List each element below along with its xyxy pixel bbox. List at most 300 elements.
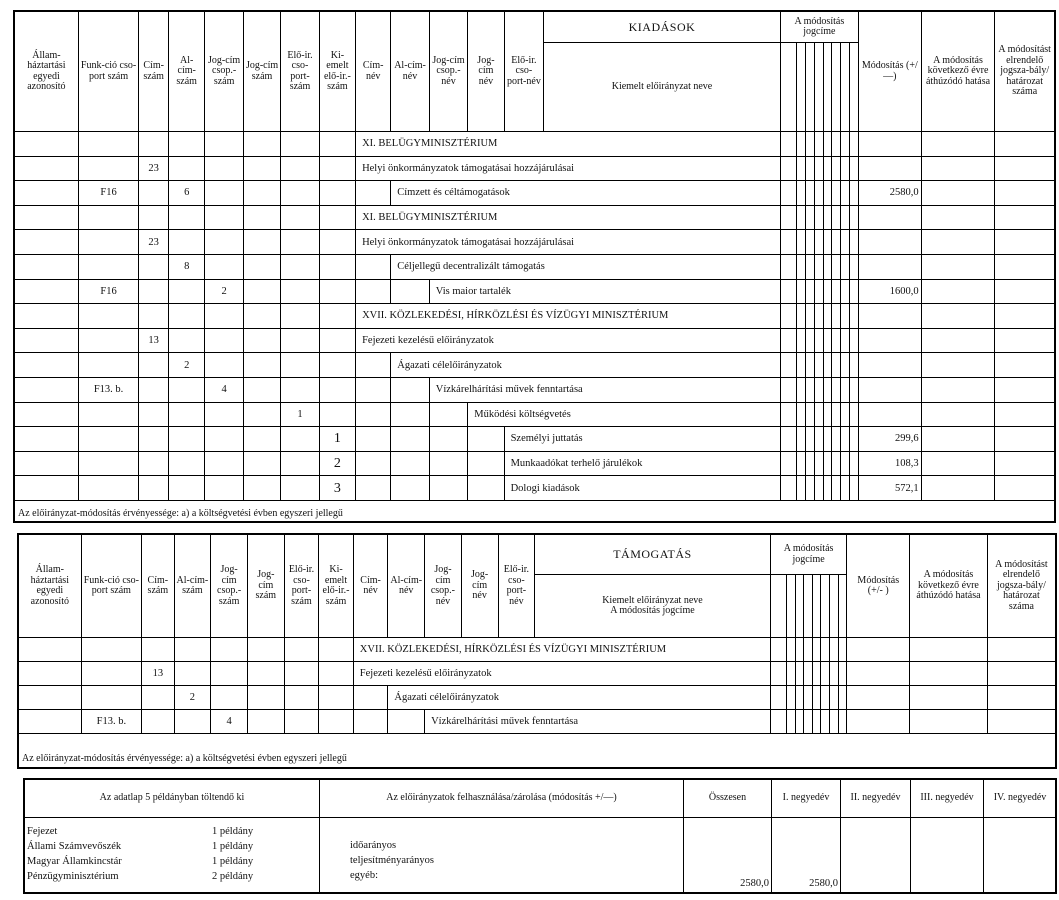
table-row [15, 427, 1055, 452]
jogcim-cell [841, 254, 850, 279]
cell-funkcio [78, 304, 139, 329]
jogcim-cell [850, 279, 859, 304]
cell-jcim [243, 132, 280, 157]
copies-header: Az adatlap 5 példányban töltendő ki [25, 780, 320, 818]
jogcim-cell [814, 205, 823, 230]
cell-alcim [169, 451, 205, 476]
cell-empty [388, 710, 425, 734]
tamogatas-title: TÁMOGATÁS [535, 535, 770, 575]
elrendelo-cell [995, 328, 1055, 353]
modositas-value [858, 304, 921, 329]
cell-jcsop [205, 451, 244, 476]
cell-jcim [243, 254, 280, 279]
jogcim-cell [814, 353, 823, 378]
cell-eloir [284, 710, 319, 734]
kovetkezo-cell [921, 181, 995, 206]
cell-jcim [247, 662, 284, 686]
cell-funkcio [78, 353, 139, 378]
jogcim-cell [850, 476, 859, 501]
jogcim-cell [850, 402, 859, 427]
jogcim-cell [814, 156, 823, 181]
hdr-allam: Állam-háztartási egyedi azonosító [15, 12, 79, 132]
jogcim-cell [797, 230, 806, 255]
jogcim-cell [841, 402, 850, 427]
jogcim-cell [814, 279, 823, 304]
modositas-value [858, 156, 921, 181]
jogcim-cell [797, 279, 806, 304]
cell-funkcio [78, 402, 139, 427]
hdr-jcimnev: Jog-cím név [468, 12, 504, 132]
jogcim-cell [795, 686, 804, 710]
cell-allam [15, 476, 79, 501]
cell-allam [15, 205, 79, 230]
row-label: Vízkárelhárítási művek fenntartása [425, 710, 771, 734]
cell-empty [356, 451, 391, 476]
cell-jcim [243, 304, 280, 329]
jogcim-cell [821, 662, 830, 686]
jogcim-cell [823, 279, 832, 304]
jogcim-cell [795, 662, 804, 686]
table-row [15, 402, 1055, 427]
cell-eloir [281, 132, 320, 157]
table-row [15, 328, 1055, 353]
cell-alcim [169, 476, 205, 501]
cell-cim [139, 279, 169, 304]
jogcim-cell [797, 353, 806, 378]
cell-alcim: 2 [169, 353, 205, 378]
cell-eloir: 1 [281, 402, 320, 427]
jogcim-cell [770, 686, 786, 710]
cell-jcsop [205, 132, 244, 157]
kovetkezo-cell [921, 279, 995, 304]
modositas-value: 108,3 [858, 451, 921, 476]
jogcim-cell [850, 254, 859, 279]
jogcim-cell [814, 181, 823, 206]
jogcim-cell [797, 377, 806, 402]
cell-jcsop [205, 427, 244, 452]
cell-kiem [319, 230, 355, 255]
col-q2: II. negyedév [841, 780, 911, 818]
table-row [19, 710, 1056, 734]
jogcim-cell [814, 328, 823, 353]
table-row [19, 662, 1056, 686]
cell-jcim [243, 328, 280, 353]
row-label: Céljellegű decentralizált támogatás [391, 254, 781, 279]
cell-cim [139, 254, 169, 279]
elrendelo-cell [987, 662, 1055, 686]
jogcim-cell [838, 710, 847, 734]
modositas-value [858, 230, 921, 255]
hdr2-kiem: Ki-emelt elő-ir.-szám [319, 535, 354, 638]
jogcim-cell [838, 638, 847, 662]
hdr2-elrendelo: A módosítást elrendelő jogsza-bály/ határozat száma [987, 535, 1055, 638]
total-value: 2580,0 [684, 818, 772, 893]
jogcim-cell [832, 451, 841, 476]
row-label: XI. BELÜGYMINISZTÉRIUM [356, 205, 781, 230]
jogcim-cell [780, 476, 797, 501]
jogcim-cell [806, 476, 815, 501]
jogcim-cell [786, 638, 795, 662]
cell-alcim: 2 [174, 686, 211, 710]
hdr2-kovetkezo: A módosítás következő évre áthúzódó hatása [910, 535, 988, 638]
jogcim-cell [823, 451, 832, 476]
modositas-value [847, 710, 910, 734]
cell-allam [19, 686, 82, 710]
cell-alcim [169, 205, 205, 230]
table-row [15, 181, 1055, 206]
cell-empty [356, 377, 391, 402]
cell-eloir [281, 205, 320, 230]
cell-alcim [169, 304, 205, 329]
cell-cim [142, 638, 174, 662]
cell-eloir [281, 156, 320, 181]
elrendelo-cell [995, 402, 1055, 427]
jogcim-cell [797, 304, 806, 329]
cell-empty [356, 254, 391, 279]
cell-empty [468, 451, 504, 476]
cell-eloir [281, 181, 320, 206]
recipient-4 [27, 871, 254, 882]
cell-alcim [169, 328, 205, 353]
row-label: Fejezeti kezelésű előirányzatok [356, 328, 781, 353]
jogcim-cell [832, 156, 841, 181]
cell-empty [468, 476, 504, 501]
recipient-name: Fejezet [27, 826, 58, 837]
cell-empty [391, 402, 430, 427]
cell-funkcio [81, 638, 141, 662]
cell-cim: 13 [139, 328, 169, 353]
jogcim-cell [821, 710, 830, 734]
jogcim-cell [786, 686, 795, 710]
recipient-copies: 2 példány [212, 871, 254, 882]
cell-jcim [243, 205, 280, 230]
modositas-value [858, 402, 921, 427]
hdr2-cimnev: Cím-név [353, 535, 388, 638]
cell-allam [15, 181, 79, 206]
cell-empty [356, 181, 391, 206]
row-label: Helyi önkormányzatok támogatásai hozzájárulásai [356, 156, 781, 181]
row-label: Fejezeti kezelésű előirányzatok [353, 662, 770, 686]
jogcim-cell [823, 377, 832, 402]
elrendelo-cell [995, 377, 1055, 402]
cell-empty [356, 427, 391, 452]
modositas-value [858, 132, 921, 157]
usage-type-1: időarányos [350, 840, 397, 851]
elrendelo-cell [987, 686, 1055, 710]
jogcim-cell [797, 451, 806, 476]
jogcim-cell [814, 476, 823, 501]
elrendelo-cell [995, 132, 1055, 157]
elrendelo-cell [995, 279, 1055, 304]
cell-eloir [281, 328, 320, 353]
jogcim-cell [780, 254, 797, 279]
jogcim-cell [850, 451, 859, 476]
hdr-kiem: Ki-emelt elő-ir.-szám [319, 12, 355, 132]
jogcim-cell [850, 156, 859, 181]
hdr-alcim: Al-cím-szám [169, 12, 205, 132]
cell-allam [19, 710, 82, 734]
cell-jcim [243, 353, 280, 378]
cell-kiem [319, 254, 355, 279]
elrendelo-cell [995, 451, 1055, 476]
jogcim-cell [806, 353, 815, 378]
jogcim-cell [850, 230, 859, 255]
modositas-value [858, 353, 921, 378]
bottom-table [24, 779, 1057, 893]
kovetkezo-cell [921, 230, 995, 255]
hdr2-jcimnev: Jog-cím név [461, 535, 498, 638]
jogcim-cell [804, 638, 813, 662]
cell-kiem [319, 353, 355, 378]
jogcim-cell [804, 662, 813, 686]
cell-eloir [281, 476, 320, 501]
q3-value [911, 818, 984, 893]
kovetkezo-cell [921, 156, 995, 181]
cell-alcim [169, 377, 205, 402]
cell-alcim [169, 230, 205, 255]
cell-jcsop [205, 353, 244, 378]
kovetkezo-cell [921, 132, 995, 157]
modositas-value [847, 638, 910, 662]
cell-funkcio [78, 132, 139, 157]
cell-cim: 23 [139, 230, 169, 255]
jogcim-cell [850, 181, 859, 206]
usage-header: Az előirányzatok felhasználása/zárolása (módosítás +/—) [320, 780, 684, 818]
elrendelo-cell [995, 230, 1055, 255]
cell-jcim [243, 427, 280, 452]
jogcim-cell [841, 181, 850, 206]
jogcim-cell [780, 377, 797, 402]
kovetkezo-cell [921, 451, 995, 476]
cell-cim [139, 451, 169, 476]
jogcim-cell [841, 304, 850, 329]
jogcim-cell [823, 328, 832, 353]
modositas-value [858, 254, 921, 279]
recipient-3 [27, 856, 254, 867]
kiadasok-subtitle: Kiemelt előirányzat neve [544, 43, 781, 132]
cell-alcim [174, 662, 211, 686]
cell-kiem [319, 205, 355, 230]
cell-empty [429, 427, 468, 452]
cell-alcim: 6 [169, 181, 205, 206]
cell-allam [19, 662, 82, 686]
cell-kiem [319, 710, 354, 734]
row-label: Vízkárelhárítási művek fenntartása [429, 377, 780, 402]
hdr2-jcsop: Jog-cím csop.-szám [211, 535, 248, 638]
col-total: Összesen [684, 780, 772, 818]
jogcim-cell [821, 686, 830, 710]
hdr-modjog: A módosítás jogcíme [780, 12, 858, 43]
jogcim-cell [823, 476, 832, 501]
jogcim-cell [797, 476, 806, 501]
hdr-jcim: Jog-cím szám [243, 12, 280, 132]
hdr2-modjog: A módosítás jogcíme [770, 535, 847, 575]
jogcim-cell [841, 451, 850, 476]
elrendelo-cell [995, 205, 1055, 230]
hdr-cimnev: Cím-név [356, 12, 391, 132]
jogcim-cell [806, 451, 815, 476]
cell-eloir [284, 686, 319, 710]
jogcim-cell [770, 710, 786, 734]
jogcim-cell [797, 328, 806, 353]
hdr2-cim: Cím-szám [142, 535, 174, 638]
tamogatas-subtitle-2: A módosítás jogcíme [610, 605, 695, 616]
jogcim-cell [841, 328, 850, 353]
hdr2-eloir: Elő-ir. cso-port-szám [284, 535, 319, 638]
cell-empty [356, 476, 391, 501]
cell-allam [15, 451, 79, 476]
jogcim-cell [770, 638, 786, 662]
jogcim-cell [832, 476, 841, 501]
elrendelo-cell [995, 304, 1055, 329]
cell-alcim [169, 132, 205, 157]
jogcim-cell [806, 328, 815, 353]
cell-alcim [169, 279, 205, 304]
modositas-value [847, 686, 910, 710]
jogcim-cell [832, 304, 841, 329]
jogcim-cell [780, 402, 797, 427]
cell-alcim [169, 427, 205, 452]
jogcim-cell [806, 402, 815, 427]
modositas-value: 2580,0 [858, 181, 921, 206]
jogcim-cell [814, 402, 823, 427]
jogcim-cell [814, 427, 823, 452]
cell-kiem [319, 402, 355, 427]
table-row [15, 254, 1055, 279]
jogcim-cell [814, 254, 823, 279]
cell-cim [139, 427, 169, 452]
hdr-modositas: Módosítás (+/—) [858, 12, 921, 132]
cell-cim [139, 181, 169, 206]
jogcim-cell [780, 353, 797, 378]
jogcim-cell [780, 156, 797, 181]
elrendelo-cell [987, 710, 1055, 734]
cell-funkcio: F13. b. [78, 377, 139, 402]
recipient-name: Magyar Államkincstár [27, 856, 122, 867]
hdr-alcimnev: Al-cím-név [391, 12, 430, 132]
jogcim-cell [795, 638, 804, 662]
kovetkezo-cell [921, 476, 995, 501]
cell-jcim [243, 402, 280, 427]
tamogatas-table [18, 534, 1056, 734]
table-row [19, 638, 1056, 662]
kovetkezo-cell [921, 304, 995, 329]
jogcim-cell [814, 377, 823, 402]
jogcim-cell [832, 230, 841, 255]
elrendelo-cell [987, 638, 1055, 662]
hdr-eloirnev: Elő-ir. cso-port-név [504, 12, 544, 132]
jogcim-cell [780, 304, 797, 329]
cell-jcsop [205, 402, 244, 427]
col-q3: III. negyedév [911, 780, 984, 818]
jogcim-cell [841, 353, 850, 378]
table-row [15, 353, 1055, 378]
cell-kiem [319, 638, 354, 662]
jogcim-cell [770, 662, 786, 686]
kovetkezo-cell [921, 328, 995, 353]
cell-jcim [243, 377, 280, 402]
jogcim-cell [830, 662, 839, 686]
recipient-name: Pénzügyminisztérium [27, 871, 119, 882]
jogcim-cell [814, 304, 823, 329]
cell-kiem [319, 377, 355, 402]
jogcim-cell [806, 377, 815, 402]
jogcim-cell [832, 132, 841, 157]
jogcim-cell [832, 205, 841, 230]
cell-eloir [281, 254, 320, 279]
cell-jcim [243, 451, 280, 476]
cell-cim [139, 304, 169, 329]
cell-funkcio [81, 662, 141, 686]
hdr2-allam: Állam-háztartási egyedi azonosító [19, 535, 82, 638]
cell-allam [15, 279, 79, 304]
jogcim-cell [795, 710, 804, 734]
jogcim-cell [797, 156, 806, 181]
cell-funkcio [78, 476, 139, 501]
cell-jcim [243, 279, 280, 304]
cell-eloir [281, 230, 320, 255]
hdr-eloir: Elő-ir. cso-port-szám [281, 12, 320, 132]
cell-jcsop [211, 686, 248, 710]
kovetkezo-cell [921, 353, 995, 378]
table-row [19, 686, 1056, 710]
jogcim-cell [823, 254, 832, 279]
kiadasok-table [14, 11, 1055, 501]
col-q1: I. negyedév [772, 780, 841, 818]
cell-funkcio [78, 230, 139, 255]
jogcim-cell [797, 427, 806, 452]
cell-cim [139, 205, 169, 230]
cell-kiem [319, 662, 354, 686]
jogcim-cell [804, 686, 813, 710]
recipient-copies: 1 példány [212, 826, 254, 837]
jogcim-cell [823, 205, 832, 230]
modositas-value [847, 662, 910, 686]
cell-empty [353, 686, 388, 710]
jogcim-cell [780, 427, 797, 452]
cell-jcsop [205, 205, 244, 230]
cell-cim [139, 402, 169, 427]
jogcim-cell [850, 132, 859, 157]
cell-jcsop [211, 638, 248, 662]
cell-jcim [247, 686, 284, 710]
elrendelo-cell [995, 427, 1055, 452]
jogcim-cell [812, 638, 821, 662]
jogcim-cell [823, 427, 832, 452]
elrendelo-cell [995, 156, 1055, 181]
cell-kiem [319, 279, 355, 304]
cell-funkcio: F16 [78, 279, 139, 304]
cell-empty [356, 279, 391, 304]
cell-empty [356, 402, 391, 427]
col-q4: IV. negyedév [984, 780, 1057, 818]
jogcim-cell [841, 377, 850, 402]
row-label: Ágazati célelőirányzatok [391, 353, 781, 378]
cell-cim [139, 476, 169, 501]
jogcim-cell [812, 710, 821, 734]
jogcim-cell [814, 230, 823, 255]
jogcim-cell [806, 427, 815, 452]
cell-kiem: 2 [319, 451, 355, 476]
cell-funkcio [78, 156, 139, 181]
hdr-kovetkezo: A módosítás következő évre áthúzódó hatása [921, 12, 995, 132]
table-row [15, 304, 1055, 329]
jogcim-cell [841, 205, 850, 230]
jogcim-cell [780, 181, 797, 206]
cell-cim [139, 353, 169, 378]
modositas-value [858, 377, 921, 402]
row-label: XI. BELÜGYMINISZTÉRIUM [356, 132, 781, 157]
